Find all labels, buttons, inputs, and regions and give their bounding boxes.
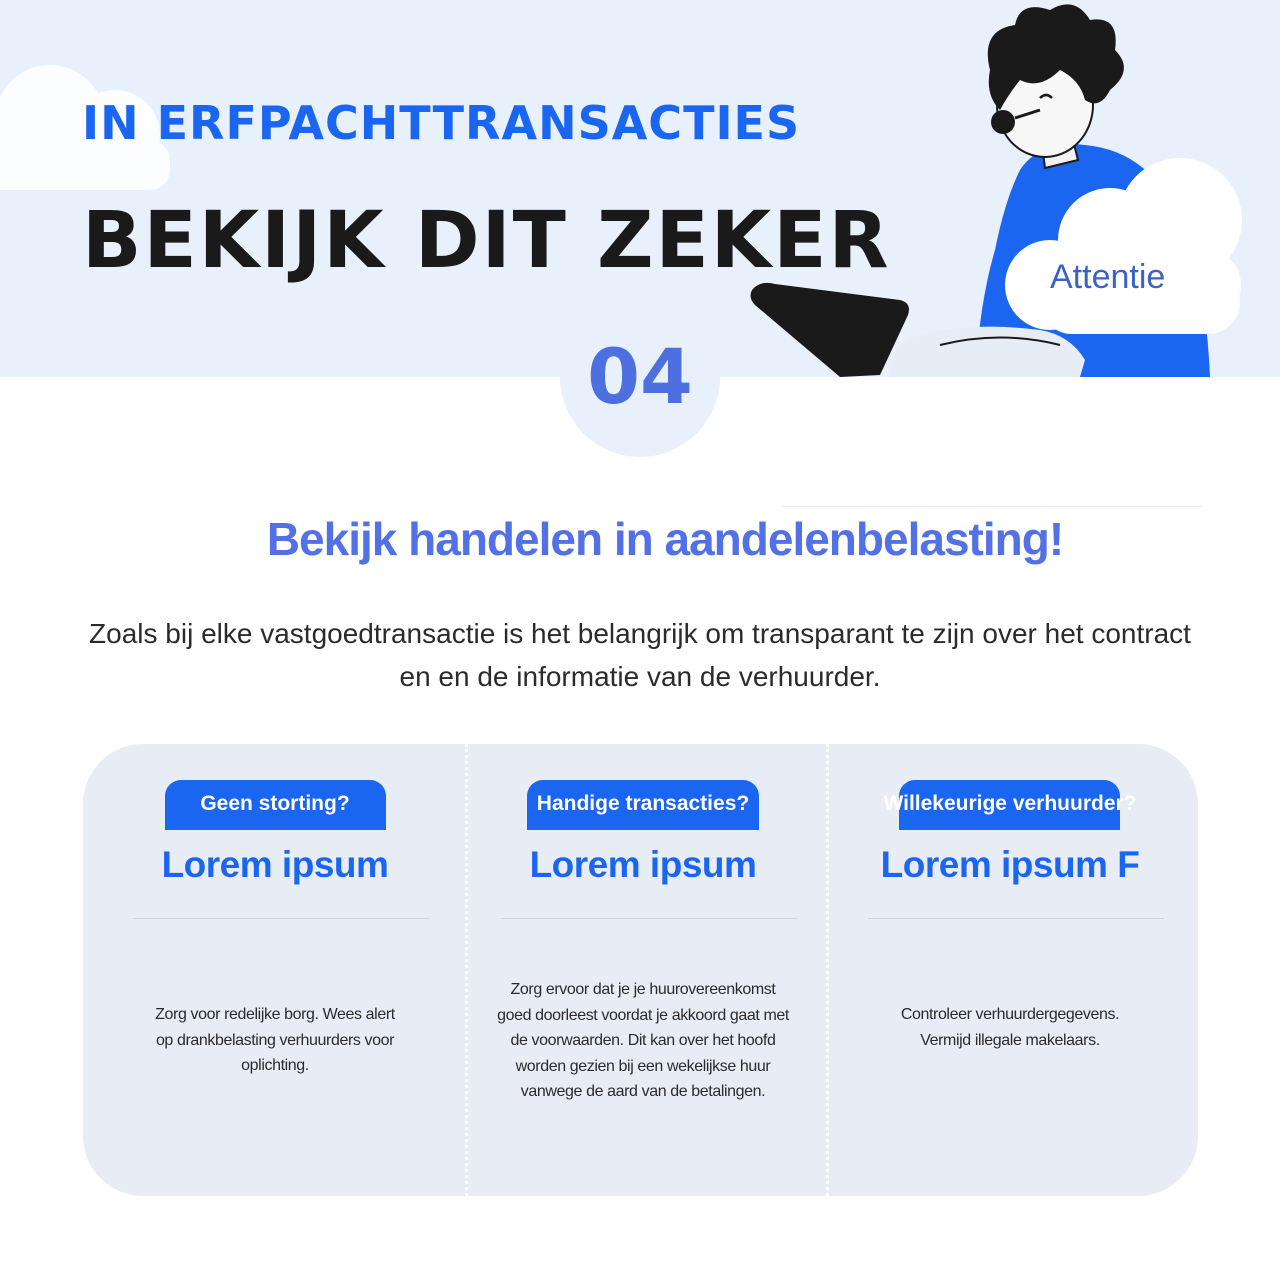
hero-headline: BEKIJK DIT ZEKER: [82, 196, 891, 286]
card-divider: [868, 918, 1164, 919]
section-intro: Zoals bij elke vastgoedtransactie is het belangrijk om transparant te zijn over het contract en en de informatie van de verhuurder.: [89, 618, 1191, 692]
decorative-line: [782, 506, 1202, 507]
card-divider: [501, 918, 797, 919]
hero-eyebrow: IN ERFPACHTTRANSACTIES: [82, 96, 801, 150]
info-card: [824, 744, 1196, 1196]
step-number: 04: [587, 332, 693, 421]
card-title: Lorem ipsum: [161, 844, 389, 885]
info-card: [89, 744, 461, 1196]
card-text: Controleer verhuurdergegevens. Vermijd illegale makelaars.: [900, 1006, 1120, 1049]
person-with-tablet-illustration: [740, 0, 1280, 377]
card-text: Zorg ervoor dat je je huurovereenkomst goed doorleest voordat je akkoord gaat met de voorwaarden. Dit kan over het hoofd worden gezien bij een wekelijkse huur vanwege de aard van de betalingen.: [497, 981, 789, 1100]
card-label: Willekeurige verhuurder?: [883, 792, 1137, 815]
attention-label: Attentie: [1050, 258, 1166, 296]
card-text: Zorg voor redelijke borg. Wees alert op drankbelasting verhuurders voor oplichting.: [155, 1006, 395, 1074]
info-card: [457, 744, 829, 1196]
card-label: Handige transacties?: [536, 792, 750, 815]
card-title: Lorem ipsum: [529, 844, 757, 885]
card-divider: [133, 918, 429, 919]
card-title: Lorem ipsum F: [880, 844, 1140, 885]
section-title: Bekijk handelen in aandelenbelasting!: [266, 513, 1064, 565]
card-label: Geen storting?: [200, 792, 350, 815]
